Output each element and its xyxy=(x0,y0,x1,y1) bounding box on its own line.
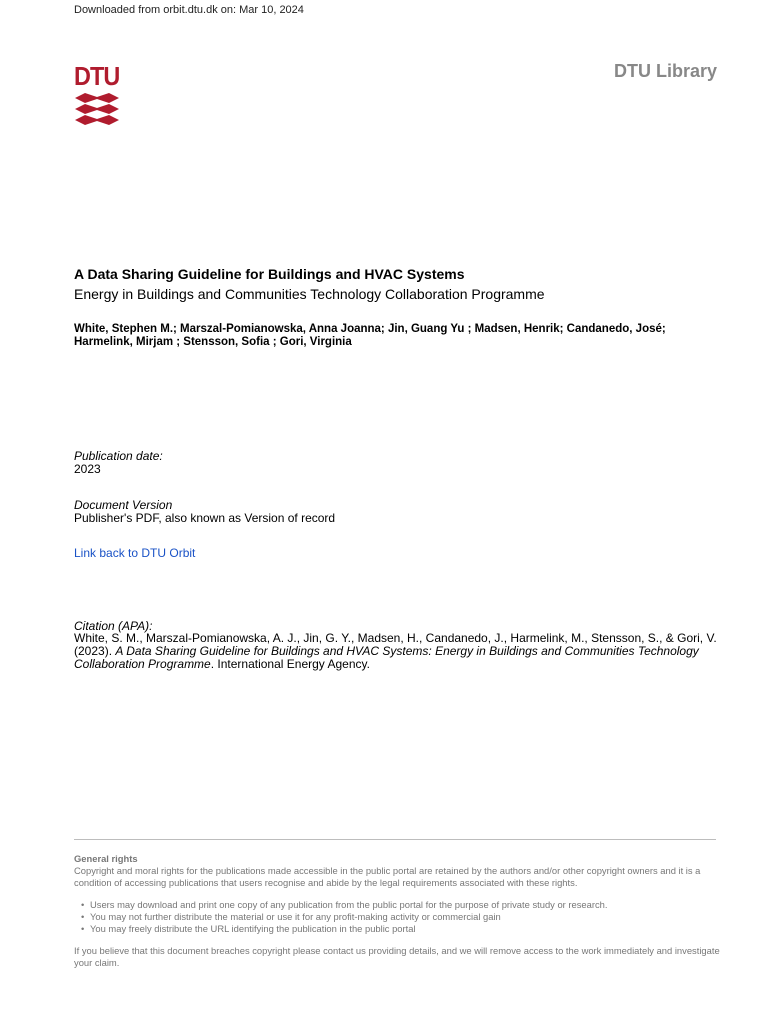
document-title: A Data Sharing Guideline for Buildings and HVAC Systems xyxy=(74,266,465,282)
dtu-orbit-link[interactable]: Link back to DTU Orbit xyxy=(74,546,196,560)
list-item: • Users may download and print one copy of any publication from the public portal for the purpose of private study or research. xyxy=(90,899,720,911)
rights-list xyxy=(74,899,720,935)
citation-label: Citation (APA): xyxy=(74,619,153,633)
document-version-value: Publisher's PDF, also known as Version of record xyxy=(74,511,336,525)
publication-date-value: 2023 xyxy=(74,462,101,476)
citation-text xyxy=(74,632,720,671)
citation-title: A Data Sharing Guideline for Buildings and HVAC Systems: Energy in Buildings and Communities Technology Collaboration Programme xyxy=(74,644,699,671)
dtu-logo-text: DTU xyxy=(74,61,120,91)
list-item: • You may freely distribute the URL identifying the publication in the public portal xyxy=(90,923,720,935)
publication-date-label: Publication date: xyxy=(74,449,163,463)
general-rights-body: Copyright and moral rights for the publications made accessible in the public portal are retained by the authors and/or other copyright owners and it is a condition of accessing publications that users recognise and abide by the legal requirements associated with these rights. xyxy=(74,865,701,888)
dtu-logo xyxy=(74,61,120,128)
document-subtitle: Energy in Buildings and Communities Technology Collaboration Programme xyxy=(74,286,545,302)
rights-footer: If you believe that this document breaches copyright please contact us providing details, and we will remove access to the work immediately and investigate your claim. xyxy=(74,945,720,968)
author-list: White, Stephen M.; Marszal-Pomianowska, Anna Joanna; Jin, Guang Yu ; Madsen, Henrik; Candanedo, José; Harmelink, Mirjam ; Stensson, Sofia ; Gori, Virginia xyxy=(74,323,666,348)
general-rights-heading: General rights xyxy=(74,853,138,864)
download-note: Downloaded from orbit.dtu.dk on: Mar 10, 2024 xyxy=(74,4,304,16)
citation-suffix: . International Energy Agency. xyxy=(210,657,370,671)
divider xyxy=(74,839,716,840)
general-rights-section xyxy=(74,853,720,969)
dtu-logo-mark-icon xyxy=(74,92,120,126)
citation-prefix: White, S. M., Marszal-Pomianowska, A. J., Jin, G. Y., Madsen, H., Candanedo, J., Harmelink, M., Stensson, S., & Gori, V. (2023). xyxy=(74,631,717,658)
document-version-label: Document Version xyxy=(74,498,173,512)
list-item: • You may not further distribute the material or use it for any profit-making activity or commercial gain xyxy=(90,911,720,923)
dtu-library-logo: DTU Library xyxy=(614,61,718,81)
